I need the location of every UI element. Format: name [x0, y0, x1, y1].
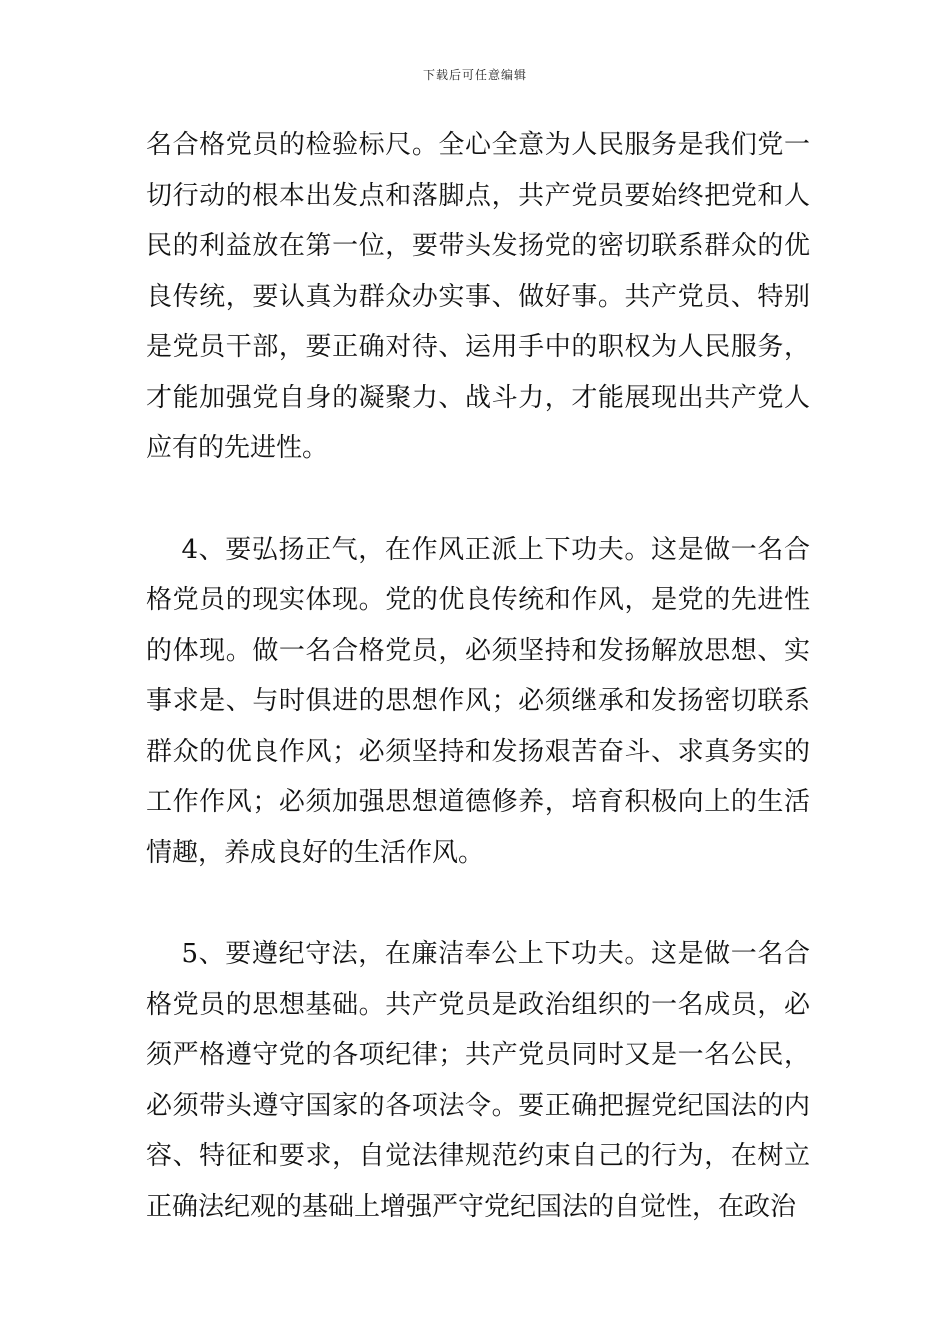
paragraph-gap — [146, 878, 810, 929]
paragraph-point-5: 5、要遵纪守法，在廉洁奉公上下功夫。这是做一名合格党员的思想基础。共产党员是政治组织的一名成员，必须严格遵守党的各项纪律；共产党员同时又是一名公民，必须带头遵守国家的各项法令。要正确把握党纪国法的内容、特征和要求，自觉法律规范约束自己的行为，在树立正确法纪观的基础上增强严守党纪国法的自觉性，在政治 — [146, 939, 811, 1222]
paragraph-gap — [146, 474, 810, 525]
paragraph-point-4: 4、要弘扬正气，在作风正派上下功夫。这是做一名合格党员的现实体现。党的优良传统和作风，是党的先进性的体现。做一名合格党员，必须坚持和发扬解放思想、实事求是、与时俱进的思想作风；必须继承和发扬密切联系群众的优良作风；必须坚持和发扬艰苦奋斗、求真务实的工作作风；必须加强思想道德修养，培育积极向上的生活情趣，养成良好的生活作风。 — [146, 534, 811, 868]
page-header-note: 下载后可任意编辑 — [422, 68, 527, 82]
document-body — [146, 120, 810, 1232]
paragraph-service: 名合格党员的检验标尺。全心全意为人民服务是我们党一切行动的根本出发点和落脚点，共产党员要始终把党和人民的利益放在第一位，要带头发扬党的密切联系群众的优良传统，要认真为群众办实事、做好事。共产党员、特别是党员干部，要正确对待、运用手中的职权为人民服务，才能加强党自身的凝聚力、战斗力，才能展现出共产党人应有的先进性。 — [146, 130, 810, 463]
